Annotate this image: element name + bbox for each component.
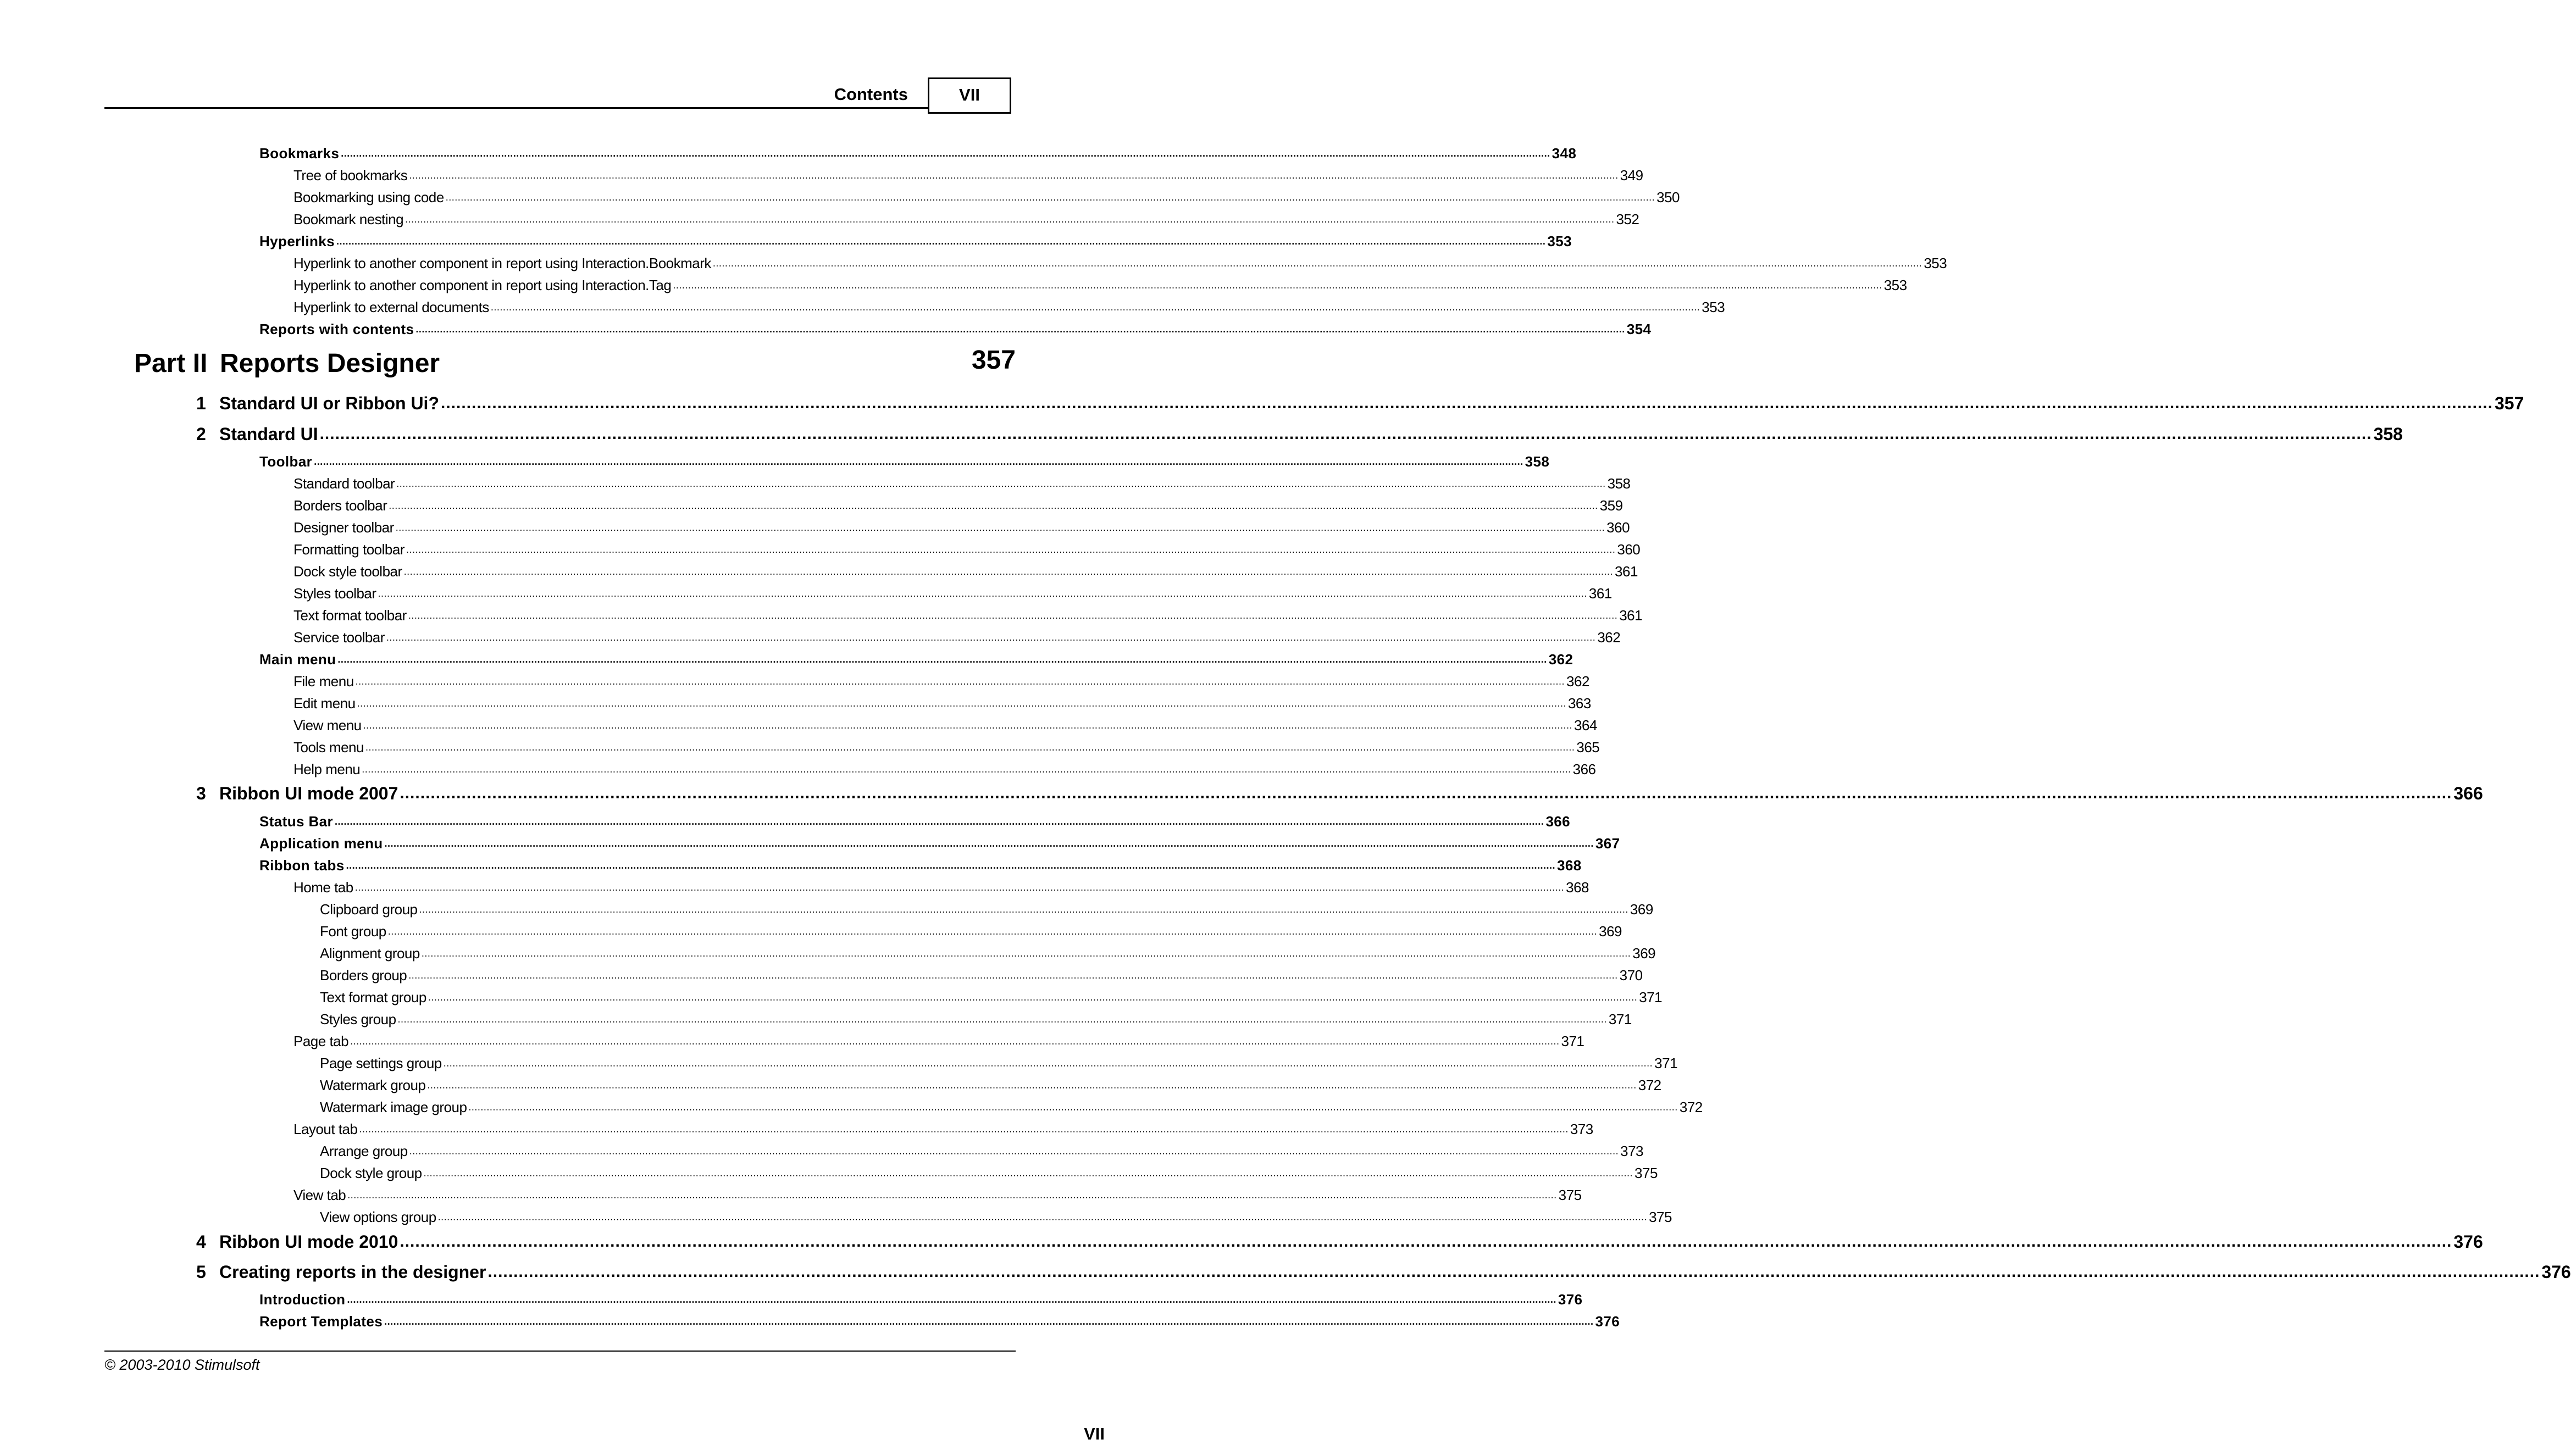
dot-leader: ................................................................................................................................................................................................................................................................................................................................................................................................................	[341, 148, 1550, 159]
toc-entry[interactable]	[293, 518, 1630, 537]
toc-entry[interactable]	[293, 298, 1725, 316]
toc-entry-page: 350	[1656, 189, 1680, 205]
dot-leader: ................................................................................................................................................................................................................................................................................................................................................................................................................	[350, 1036, 1560, 1047]
dot-leader: ................................................................................................................................................................................................................................................................................................................................................................................................................	[384, 838, 1594, 849]
dot-leader: ................................................................................................................................................................................................................................................................................................................................................................................................................	[335, 816, 1544, 827]
toc-entry-page: 375	[1558, 1187, 1582, 1203]
dot-leader: ................................................................................................................................................................................................................................................................................................................................................................................................................	[354, 882, 1565, 893]
toc-entry-label: File menu	[293, 673, 354, 690]
toc-entry[interactable]	[259, 1312, 1620, 1331]
toc-entry-page: 364	[1574, 717, 1597, 733]
toc-entry-label: Borders toolbar	[293, 497, 387, 514]
toc-entry[interactable]	[293, 694, 1591, 713]
dot-leader: ................................................................................................................................................................................................................................................................................................................................................................................................................	[409, 170, 1619, 181]
toc-entry-label: Main menu	[259, 651, 336, 668]
toc-entry-label: Watermark image group	[320, 1099, 467, 1115]
toc-entry-page: 362	[1548, 651, 1573, 668]
toc-entry-page: 368	[1566, 879, 1589, 896]
toc-entry[interactable]	[293, 584, 1612, 603]
toc-entry-text: Ribbon UI mode 2007	[219, 783, 398, 803]
toc-entry-page: 353	[1547, 233, 1572, 249]
toc-entry-page: 362	[1597, 629, 1621, 646]
toc-entry-label: Hyperlinks	[259, 233, 335, 249]
toc-entry-page: 361	[1615, 563, 1638, 580]
toc-entry-page: 349	[1620, 167, 1643, 184]
toc-entry-page: 373	[1570, 1121, 1593, 1137]
toc-entry-label: View menu	[293, 717, 362, 733]
toc-entry-page: 362	[1566, 673, 1589, 690]
toc-entry[interactable]	[259, 834, 1620, 853]
toc-entry[interactable]	[196, 782, 2483, 804]
dot-leader: ................................................................................................................................................................................................................................................................................................................................................................................................................	[445, 192, 1655, 203]
toc-entry[interactable]	[293, 254, 1947, 273]
part-heading[interactable]	[134, 347, 1016, 380]
dot-leader: ................................................................................................................................................................................................................................................................................................................................................................................................................	[386, 632, 1596, 643]
toc-entry-page: 367	[1595, 835, 1620, 852]
dot-leader: ................................................................................................................................................................................................................................................................................................................................................................................................................	[400, 1232, 2452, 1251]
toc-entry-page: 363	[1567, 695, 1591, 712]
dot-leader: ................................................................................................................................................................................................................................................................................................................................................................................................................	[419, 904, 1628, 915]
toc-entry-page: 372	[1679, 1099, 1703, 1115]
toc-entry[interactable]	[259, 650, 1573, 669]
toc-entry-label: Edit menu	[293, 695, 356, 712]
dot-leader: ................................................................................................................................................................................................................................................................................................................................................................................................................	[421, 948, 1631, 959]
toc-entry-label: Help menu	[293, 761, 361, 777]
dot-leader: ................................................................................................................................................................................................................................................................................................................................................................................................................	[400, 784, 2452, 802]
toc-entry-page: 348	[1552, 145, 1577, 162]
toc-entry-page: 360	[1606, 519, 1630, 536]
toc-entry-label: Status Bar	[259, 813, 334, 830]
toc-entry[interactable]	[293, 210, 1639, 229]
toc-entry-label: Hyperlink to another component in report using Interaction.Bookmark	[293, 255, 711, 271]
toc-entry-label: Font group	[320, 923, 386, 940]
toc-entry-page: 376	[1558, 1291, 1583, 1308]
toc-entry-label: Hyperlink to another component in report using Interaction.Tag	[293, 277, 672, 293]
dot-leader: ................................................................................................................................................................................................................................................................................................................................................................................................................	[355, 676, 1565, 687]
toc-entry-label: Page tab	[293, 1033, 349, 1049]
toc-entry-label: Borders group	[320, 967, 407, 983]
toc-entry-page: 353	[1924, 255, 1947, 271]
toc-entry-label: Hyperlink to external documents	[293, 299, 489, 315]
toc-entry-label: Arrange group	[320, 1143, 408, 1159]
toc-entry-label: Report Templates	[259, 1313, 383, 1330]
toc-entry-page: 360	[1617, 541, 1641, 558]
toc-entry[interactable]	[259, 1290, 1583, 1309]
toc-entry-label	[196, 1231, 398, 1253]
toc-entry-label: Bookmarks	[259, 145, 340, 162]
dot-leader: ................................................................................................................................................................................................................................................................................................................................................................................................................	[395, 522, 1605, 533]
toc-entry-page: 366	[2453, 783, 2483, 803]
toc-entry-page: 358	[2373, 424, 2403, 444]
toc-entry[interactable]	[196, 1231, 2483, 1253]
dot-leader: ................................................................................................................................................................................................................................................................................................................................................................................................................	[387, 926, 1598, 937]
dot-leader: ................................................................................................................................................................................................................................................................................................................................................................................................................	[314, 456, 1523, 467]
dot-leader: ................................................................................................................................................................................................................................................................................................................................................................................................................	[712, 258, 1922, 269]
dot-leader: ................................................................................................................................................................................................................................................................................................................................................................................................................	[490, 302, 1700, 313]
dot-leader: ................................................................................................................................................................................................................................................................................................................................................................................................................	[384, 1316, 1594, 1327]
toc-entry-label: Introduction	[259, 1291, 346, 1308]
toc-entry-page: 361	[1619, 607, 1643, 624]
toc-entry-page: 353	[1883, 277, 1907, 293]
toc-entry[interactable]	[320, 1208, 1672, 1226]
toc-entry[interactable]	[196, 392, 2524, 414]
running-header-title: Contents	[834, 85, 908, 104]
toc-entry-number: 4	[196, 1232, 206, 1252]
toc-entry-page: 353	[1702, 299, 1725, 315]
toc-entry-text: Ribbon UI mode 2010	[219, 1232, 398, 1252]
dot-leader: ................................................................................................................................................................................................................................................................................................................................................................................................................	[437, 1212, 1648, 1222]
toc-entry-label: Application menu	[259, 835, 383, 852]
toc-entry[interactable]	[293, 760, 1596, 779]
toc-entry-page: 359	[1599, 497, 1623, 514]
toc-entry-label: Reports with contents	[259, 321, 414, 337]
toc-entry[interactable]	[293, 672, 1589, 691]
toc-entry-page: 369	[1632, 945, 1656, 962]
dot-leader: ................................................................................................................................................................................................................................................................................................................................................................................................................	[397, 1014, 1607, 1025]
toc-entry-label: Tools menu	[293, 739, 364, 755]
toc-entry-page: 365	[1576, 739, 1600, 755]
toc-entry-page: 354	[1626, 321, 1652, 337]
footer-copyright: © 2003-2010 Stimulsoft	[104, 1357, 260, 1373]
dot-leader: ................................................................................................................................................................................................................................................................................................................................................................................................................	[443, 1058, 1653, 1069]
dot-leader: ................................................................................................................................................................................................................................................................................................................................................................................................................	[389, 500, 1598, 511]
toc-entry-label: Alignment group	[320, 945, 420, 962]
dot-leader: ................................................................................................................................................................................................................................................................................................................................................................................................................	[405, 214, 1615, 225]
toc-entry-label: Text format group	[320, 989, 426, 1005]
toc-entry[interactable]	[196, 423, 2403, 445]
toc-entry-page: 373	[1620, 1143, 1644, 1159]
toc-entry[interactable]	[293, 1186, 1582, 1204]
part-title: Reports Designer	[220, 349, 440, 378]
toc-entry-label: Bookmarking using code	[293, 189, 444, 205]
toc-entry[interactable]	[259, 452, 1550, 471]
toc-entry-label: Layout tab	[293, 1121, 358, 1137]
dot-leader: ................................................................................................................................................................................................................................................................................................................................................................................................................	[363, 720, 1573, 731]
toc-entry[interactable]	[320, 1076, 1661, 1094]
dot-leader: ................................................................................................................................................................................................................................................................................................................................................................................................................	[365, 742, 1575, 753]
toc-entry-label: Service toolbar	[293, 629, 385, 646]
toc-entry[interactable]	[293, 474, 1631, 493]
toc-entry[interactable]	[293, 276, 1907, 294]
dot-leader: ................................................................................................................................................................................................................................................................................................................................................................................................................	[673, 280, 1882, 291]
toc-entry-label: Styles toolbar	[293, 585, 376, 602]
toc-entry[interactable]	[293, 540, 1641, 559]
toc-entry-page: 371	[1608, 1011, 1632, 1027]
toc-entry[interactable]	[320, 1010, 1632, 1029]
dot-leader: ................................................................................................................................................................................................................................................................................................................................................................................................................	[357, 698, 1566, 709]
toc-entry-page: 376	[2453, 1232, 2483, 1252]
dot-leader: ................................................................................................................................................................................................................................................................................................................................................................................................................	[347, 1294, 1556, 1305]
page-number: VII	[1084, 1424, 1105, 1443]
toc-entry-text: Standard UI	[219, 424, 318, 444]
toc-entry-page: 371	[1654, 1055, 1678, 1071]
toc-entry[interactable]	[320, 1142, 1644, 1160]
part-page-number: 357	[971, 346, 1016, 375]
toc-entry-page: 357	[2494, 393, 2524, 413]
toc-entry-label: Text format toolbar	[293, 607, 407, 624]
toc-entry-page: 366	[1572, 761, 1596, 777]
toc-entry-page: 371	[1561, 1033, 1584, 1049]
dot-leader: ................................................................................................................................................................................................................................................................................................................................................................................................................	[319, 425, 2372, 443]
toc-entry[interactable]	[293, 166, 1643, 185]
toc-entry-page: 352	[1616, 211, 1639, 227]
toc-entry[interactable]	[320, 988, 1663, 1007]
toc-entry-number: 5	[196, 1262, 206, 1282]
toc-entry[interactable]	[320, 944, 1656, 963]
toc-entry-page: 358	[1607, 475, 1631, 492]
running-header-page-box: VII	[928, 77, 1011, 114]
dot-leader: ................................................................................................................................................................................................................................................................................................................................................................................................................	[403, 566, 1614, 577]
toc-entry-label	[196, 782, 398, 804]
toc-entry[interactable]	[293, 496, 1623, 515]
toc-entry-page: 368	[1557, 857, 1582, 874]
toc-entry-page: 369	[1599, 923, 1622, 940]
toc-entry-label: Watermark group	[320, 1077, 426, 1093]
toc-entry[interactable]	[196, 1261, 2571, 1283]
part-label: Part II	[134, 349, 208, 378]
toc-entry-label: Ribbon tabs	[259, 857, 345, 874]
toc-entry-label	[196, 423, 318, 445]
toc-entry[interactable]	[259, 320, 1652, 338]
dot-leader: ................................................................................................................................................................................................................................................................................................................................................................................................................	[336, 236, 1546, 247]
toc-entry-label: Home tab	[293, 879, 353, 896]
toc-entry-label	[196, 1261, 486, 1283]
toc-entry-page: 366	[1545, 813, 1571, 830]
toc-entry-label: Standard toolbar	[293, 475, 395, 492]
dot-leader: ................................................................................................................................................................................................................................................................................................................................................................................................................	[396, 478, 1606, 489]
dot-leader: ................................................................................................................................................................................................................................................................................................................................................................................................................	[428, 992, 1638, 1003]
dot-leader: ................................................................................................................................................................................................................................................................................................................................................................................................................	[406, 544, 1616, 555]
dot-leader: ................................................................................................................................................................................................................................................................................................................................................................................................................	[415, 324, 1625, 335]
toc-entry-label: View tab	[293, 1187, 346, 1203]
toc-entry[interactable]	[293, 716, 1597, 735]
toc-entry-page: 369	[1630, 901, 1653, 918]
toc-entry-page: 375	[1649, 1209, 1672, 1225]
toc-entry[interactable]	[320, 1164, 1658, 1182]
toc-entry-page: 372	[1638, 1077, 1661, 1093]
header-rule	[104, 107, 929, 109]
toc-entry-page: 376	[1595, 1313, 1620, 1330]
toc-entry-label: Tree of bookmarks	[293, 167, 408, 184]
toc-entry[interactable]	[320, 900, 1653, 919]
dot-leader: ................................................................................................................................................................................................................................................................................................................................................................................................................	[440, 394, 2493, 412]
dot-leader: ................................................................................................................................................................................................................................................................................................................................................................................................................	[427, 1080, 1637, 1091]
dot-leader: ................................................................................................................................................................................................................................................................................................................................................................................................................	[487, 1263, 2540, 1281]
toc-entry-number: 2	[196, 424, 206, 444]
dot-leader: ................................................................................................................................................................................................................................................................................................................................................................................................................	[409, 1146, 1619, 1157]
toc-entry-label: Dock style group	[320, 1165, 422, 1181]
toc-entry-page: 376	[2541, 1262, 2571, 1282]
toc-entry-label: Page settings group	[320, 1055, 442, 1071]
footer-rule	[104, 1351, 1016, 1352]
toc-entry[interactable]	[293, 628, 1621, 647]
dot-leader: ................................................................................................................................................................................................................................................................................................................................................................................................................	[359, 1124, 1569, 1135]
toc-entry[interactable]	[293, 188, 1680, 207]
toc-entry[interactable]	[320, 1098, 1703, 1116]
dot-leader: ................................................................................................................................................................................................................................................................................................................................................................................................................	[408, 970, 1618, 981]
toc-entry-label	[196, 392, 439, 414]
dot-leader: ................................................................................................................................................................................................................................................................................................................................................................................................................	[468, 1102, 1678, 1113]
toc-entry-page: 370	[1619, 967, 1643, 983]
toc-entry[interactable]	[259, 812, 1571, 831]
toc-entry-page: 358	[1525, 453, 1550, 470]
dot-leader: ................................................................................................................................................................................................................................................................................................................................................................................................................	[378, 588, 1587, 599]
toc-entry-label: Toolbar	[259, 453, 313, 470]
dot-leader: ................................................................................................................................................................................................................................................................................................................................................................................................................	[362, 764, 1571, 775]
toc-entry-label: Styles group	[320, 1011, 396, 1027]
dot-leader: ................................................................................................................................................................................................................................................................................................................................................................................................................	[337, 654, 1547, 665]
dot-leader: ................................................................................................................................................................................................................................................................................................................................................................................................................	[423, 1168, 1633, 1179]
toc-entry-page: 361	[1588, 585, 1612, 602]
toc-entry-text: Standard UI or Ribbon Ui?	[219, 393, 439, 413]
toc-entry[interactable]	[293, 878, 1589, 897]
dot-leader: ................................................................................................................................................................................................................................................................................................................................................................................................................	[408, 610, 1618, 621]
toc-entry-label: View options group	[320, 1209, 436, 1225]
toc-entry-page: 371	[1639, 989, 1663, 1005]
dot-leader: ................................................................................................................................................................................................................................................................................................................................................................................................................	[346, 860, 1556, 871]
toc-entry[interactable]	[293, 606, 1643, 625]
toc-entry[interactable]	[293, 562, 1638, 581]
toc-entry[interactable]	[293, 1120, 1593, 1138]
toc-entry[interactable]	[320, 922, 1622, 941]
toc-entry-number: 3	[196, 783, 206, 803]
toc-entry[interactable]	[259, 144, 1577, 163]
toc-entry-text: Creating reports in the designer	[219, 1262, 486, 1282]
toc-entry[interactable]	[320, 1054, 1678, 1072]
toc-entry[interactable]	[259, 232, 1572, 251]
toc-entry-label: Dock style toolbar	[293, 563, 402, 580]
toc-entry[interactable]	[259, 856, 1582, 875]
toc-entry-label: Formatting toolbar	[293, 541, 405, 558]
toc-entry[interactable]	[293, 738, 1600, 757]
toc-entry[interactable]	[320, 966, 1643, 985]
toc-entry-label: Bookmark nesting	[293, 211, 404, 227]
toc-entry-page: 375	[1634, 1165, 1658, 1181]
dot-leader: ................................................................................................................................................................................................................................................................................................................................................................................................................	[347, 1190, 1557, 1201]
toc-entry-label: Designer toolbar	[293, 519, 394, 536]
toc-entry[interactable]	[293, 1032, 1584, 1051]
toc-entry-label: Clipboard group	[320, 901, 418, 918]
toc-entry-number: 1	[196, 393, 206, 413]
